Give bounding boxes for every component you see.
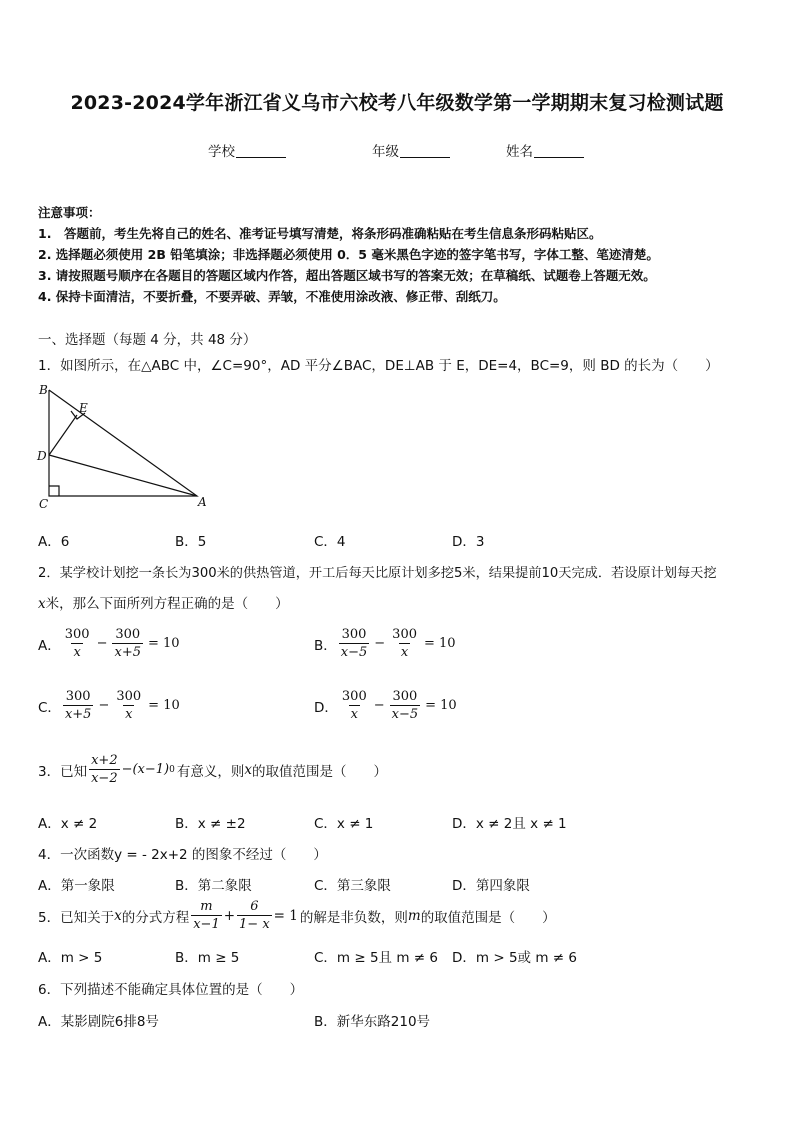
- question-2-text: 2．某学校计划挖一条长为300米的供热管道，开工后每天比原计划多挖5米，结果提前10天完成．若设原计划每天挖: [38, 566, 717, 581]
- q2-option-a[interactable]: [38, 626, 183, 661]
- minus-sign: −: [374, 636, 386, 651]
- equals-ten: = 10: [148, 698, 180, 713]
- q2-option-d[interactable]: [314, 688, 460, 723]
- denominator: 1− x: [239, 917, 270, 932]
- name-label: 姓名: [506, 144, 533, 160]
- question-2-text-line2: [38, 592, 289, 612]
- var-m: m: [407, 907, 421, 924]
- q1-option-d[interactable]: D．3: [452, 534, 485, 550]
- question-3-text: [38, 752, 387, 787]
- plus-sign: +: [223, 907, 236, 924]
- label-c: C: [39, 497, 49, 511]
- segment-de: [49, 415, 77, 455]
- page-title: 2023-2024学年浙江省义乌市六校考八年级数学第一学期期末复习检测试题: [70, 92, 724, 114]
- q3-expression: −(x−1): [121, 762, 170, 777]
- grade-field: [372, 140, 450, 160]
- fraction: [114, 688, 143, 723]
- q4-option-a[interactable]: A．第一象限: [38, 878, 115, 894]
- question-4-text: 4．一次函数y = - 2x+2 的图象不经过（ ）: [38, 847, 327, 863]
- grade-blank: [400, 143, 450, 158]
- fraction: [340, 688, 369, 723]
- numerator: 300: [64, 627, 90, 642]
- equals-ten: = 10: [425, 698, 457, 713]
- name-blank: [534, 143, 584, 158]
- triangle-figure: [34, 382, 214, 514]
- fraction: [63, 688, 94, 723]
- q6-option-a[interactable]: A．某影剧院6排8号: [38, 1014, 159, 1030]
- numerator: x+2: [91, 753, 118, 768]
- var-x: x: [38, 596, 46, 612]
- label-d: D: [37, 449, 47, 463]
- denominator: x−1: [193, 917, 220, 932]
- denominator: x−2: [91, 771, 118, 786]
- notice-item: 2. 选择题必须使用 2B 铅笔填涂；非选择题必须使用 0．5 毫米黑色字迹的签字笔书写，字体工整、笔迹清楚。: [38, 247, 659, 262]
- q4-option-b[interactable]: B．第二象限: [175, 878, 252, 894]
- section-heading: 一、选择题（每题 4 分，共 48 分）: [38, 332, 257, 348]
- numerator: 300: [115, 627, 141, 642]
- q5-mid: 的分式方程: [121, 909, 190, 926]
- q3-option-b[interactable]: B．x ≠ ±2: [175, 816, 246, 832]
- numerator: 300: [341, 689, 367, 704]
- q3-exponent: 0: [169, 764, 175, 775]
- label-b: B: [39, 383, 48, 397]
- school-label: 学校: [208, 144, 235, 160]
- q3-option-c[interactable]: C．x ≠ 1: [314, 816, 374, 832]
- minus-sign: −: [96, 636, 108, 651]
- equals-ten: = 10: [424, 636, 456, 651]
- q3-option-d[interactable]: D．x ≠ 2且 x ≠ 1: [452, 816, 567, 832]
- fraction: [191, 898, 222, 933]
- q6-option-b[interactable]: B．新华东路210号: [314, 1014, 431, 1030]
- segment-ad: [49, 455, 197, 496]
- fraction: [237, 898, 272, 933]
- q3-suffix: 有意义，则: [176, 763, 245, 780]
- equals-one: = 1: [273, 907, 298, 924]
- var-x: x: [114, 907, 122, 924]
- numerator: 6: [250, 899, 259, 914]
- numerator: 300: [65, 689, 91, 704]
- denominator: x: [400, 645, 409, 660]
- fraction: [390, 626, 419, 661]
- notice-item: 3. 请按照题号顺序在各题目的答题区域内作答，超出答题区域书写的答案无效；在草稿纸、试题卷上答题无效。: [38, 268, 656, 283]
- q5-option-d[interactable]: D．m > 5或 m ≠ 6: [452, 950, 577, 966]
- denominator: x: [125, 707, 133, 722]
- numerator: 300: [116, 689, 142, 704]
- option-label: A．: [38, 637, 61, 654]
- option-label: B．: [314, 637, 337, 654]
- minus-sign: −: [373, 698, 385, 713]
- fraction: [89, 752, 120, 787]
- q1-option-b[interactable]: B．5: [175, 534, 207, 550]
- denominator: x−5: [340, 645, 368, 660]
- denominator: x+5: [64, 707, 92, 722]
- option-label: D．: [314, 699, 338, 716]
- minus-sign: −: [98, 698, 110, 713]
- school-blank: [236, 143, 286, 158]
- notice-heading: 注意事项：: [38, 205, 101, 220]
- question-5-text: [38, 898, 556, 933]
- right-angle-c: [49, 486, 59, 496]
- q1-option-a[interactable]: A．6: [38, 534, 70, 550]
- notice-item: 4. 保持卡面清洁，不要折叠，不要弄破、弄皱，不准使用涂改液、修正带、刮纸刀。: [38, 289, 506, 304]
- q5-suffix2: 的取值范围是（ ）: [420, 909, 556, 926]
- question-1-text: 1．如图所示，在△ABC 中，∠C=90°，AD 平分∠BAC，DE⊥AB 于 E，DE=4，BC=9，则 BD 的长为（ ）: [38, 358, 719, 374]
- q1-option-c[interactable]: C．4: [314, 534, 346, 550]
- q3-prefix: 3．已知: [38, 763, 88, 780]
- q2-option-c[interactable]: [38, 688, 183, 723]
- school-field: [208, 140, 286, 160]
- denominator: x+5: [114, 645, 141, 660]
- question-2-rest: 米，那么下面所列方程正确的是（ ）: [45, 596, 289, 612]
- denominator: x−5: [391, 707, 419, 722]
- q5-option-b[interactable]: B．m ≥ 5: [175, 950, 240, 966]
- numerator: m: [200, 899, 213, 914]
- q5-option-a[interactable]: A．m > 5: [38, 950, 103, 966]
- var-x: x: [244, 761, 252, 778]
- triangle-abc: [49, 390, 197, 496]
- option-label: C．: [38, 699, 61, 716]
- q5-suffix: 的解是非负数，则: [299, 909, 408, 926]
- label-a: A: [198, 495, 207, 509]
- q3-suffix2: 的取值范围是（ ）: [251, 763, 387, 780]
- numerator: 300: [392, 689, 418, 704]
- q2-option-b[interactable]: [314, 626, 459, 661]
- q4-option-c[interactable]: C．第三象限: [314, 878, 391, 894]
- fraction: [390, 688, 421, 723]
- q3-option-a[interactable]: A．x ≠ 2: [38, 816, 98, 832]
- numerator: 300: [392, 627, 417, 642]
- fraction: [339, 626, 370, 661]
- denominator: x: [73, 645, 81, 660]
- fraction: [63, 626, 92, 661]
- name-field: [506, 140, 584, 160]
- denominator: x: [350, 707, 358, 722]
- label-e: E: [79, 401, 88, 415]
- notice-item: 1. 答题前，考生先将自己的姓名、准考证号填写清楚，将条形码准确粘贴在考生信息条形码粘贴区。: [38, 226, 602, 241]
- q5-option-c[interactable]: C．m ≥ 5且 m ≠ 6: [314, 950, 438, 966]
- q4-option-d[interactable]: D．第四象限: [452, 878, 530, 894]
- grade-label: 年级: [372, 144, 399, 160]
- q5-prefix: 5．已知关于: [38, 909, 115, 926]
- fraction: [112, 626, 143, 661]
- question-6-text: 6．下列描述不能确定具体位置的是（ ）: [38, 982, 304, 998]
- equals-ten: = 10: [147, 636, 180, 651]
- numerator: 300: [341, 627, 367, 642]
